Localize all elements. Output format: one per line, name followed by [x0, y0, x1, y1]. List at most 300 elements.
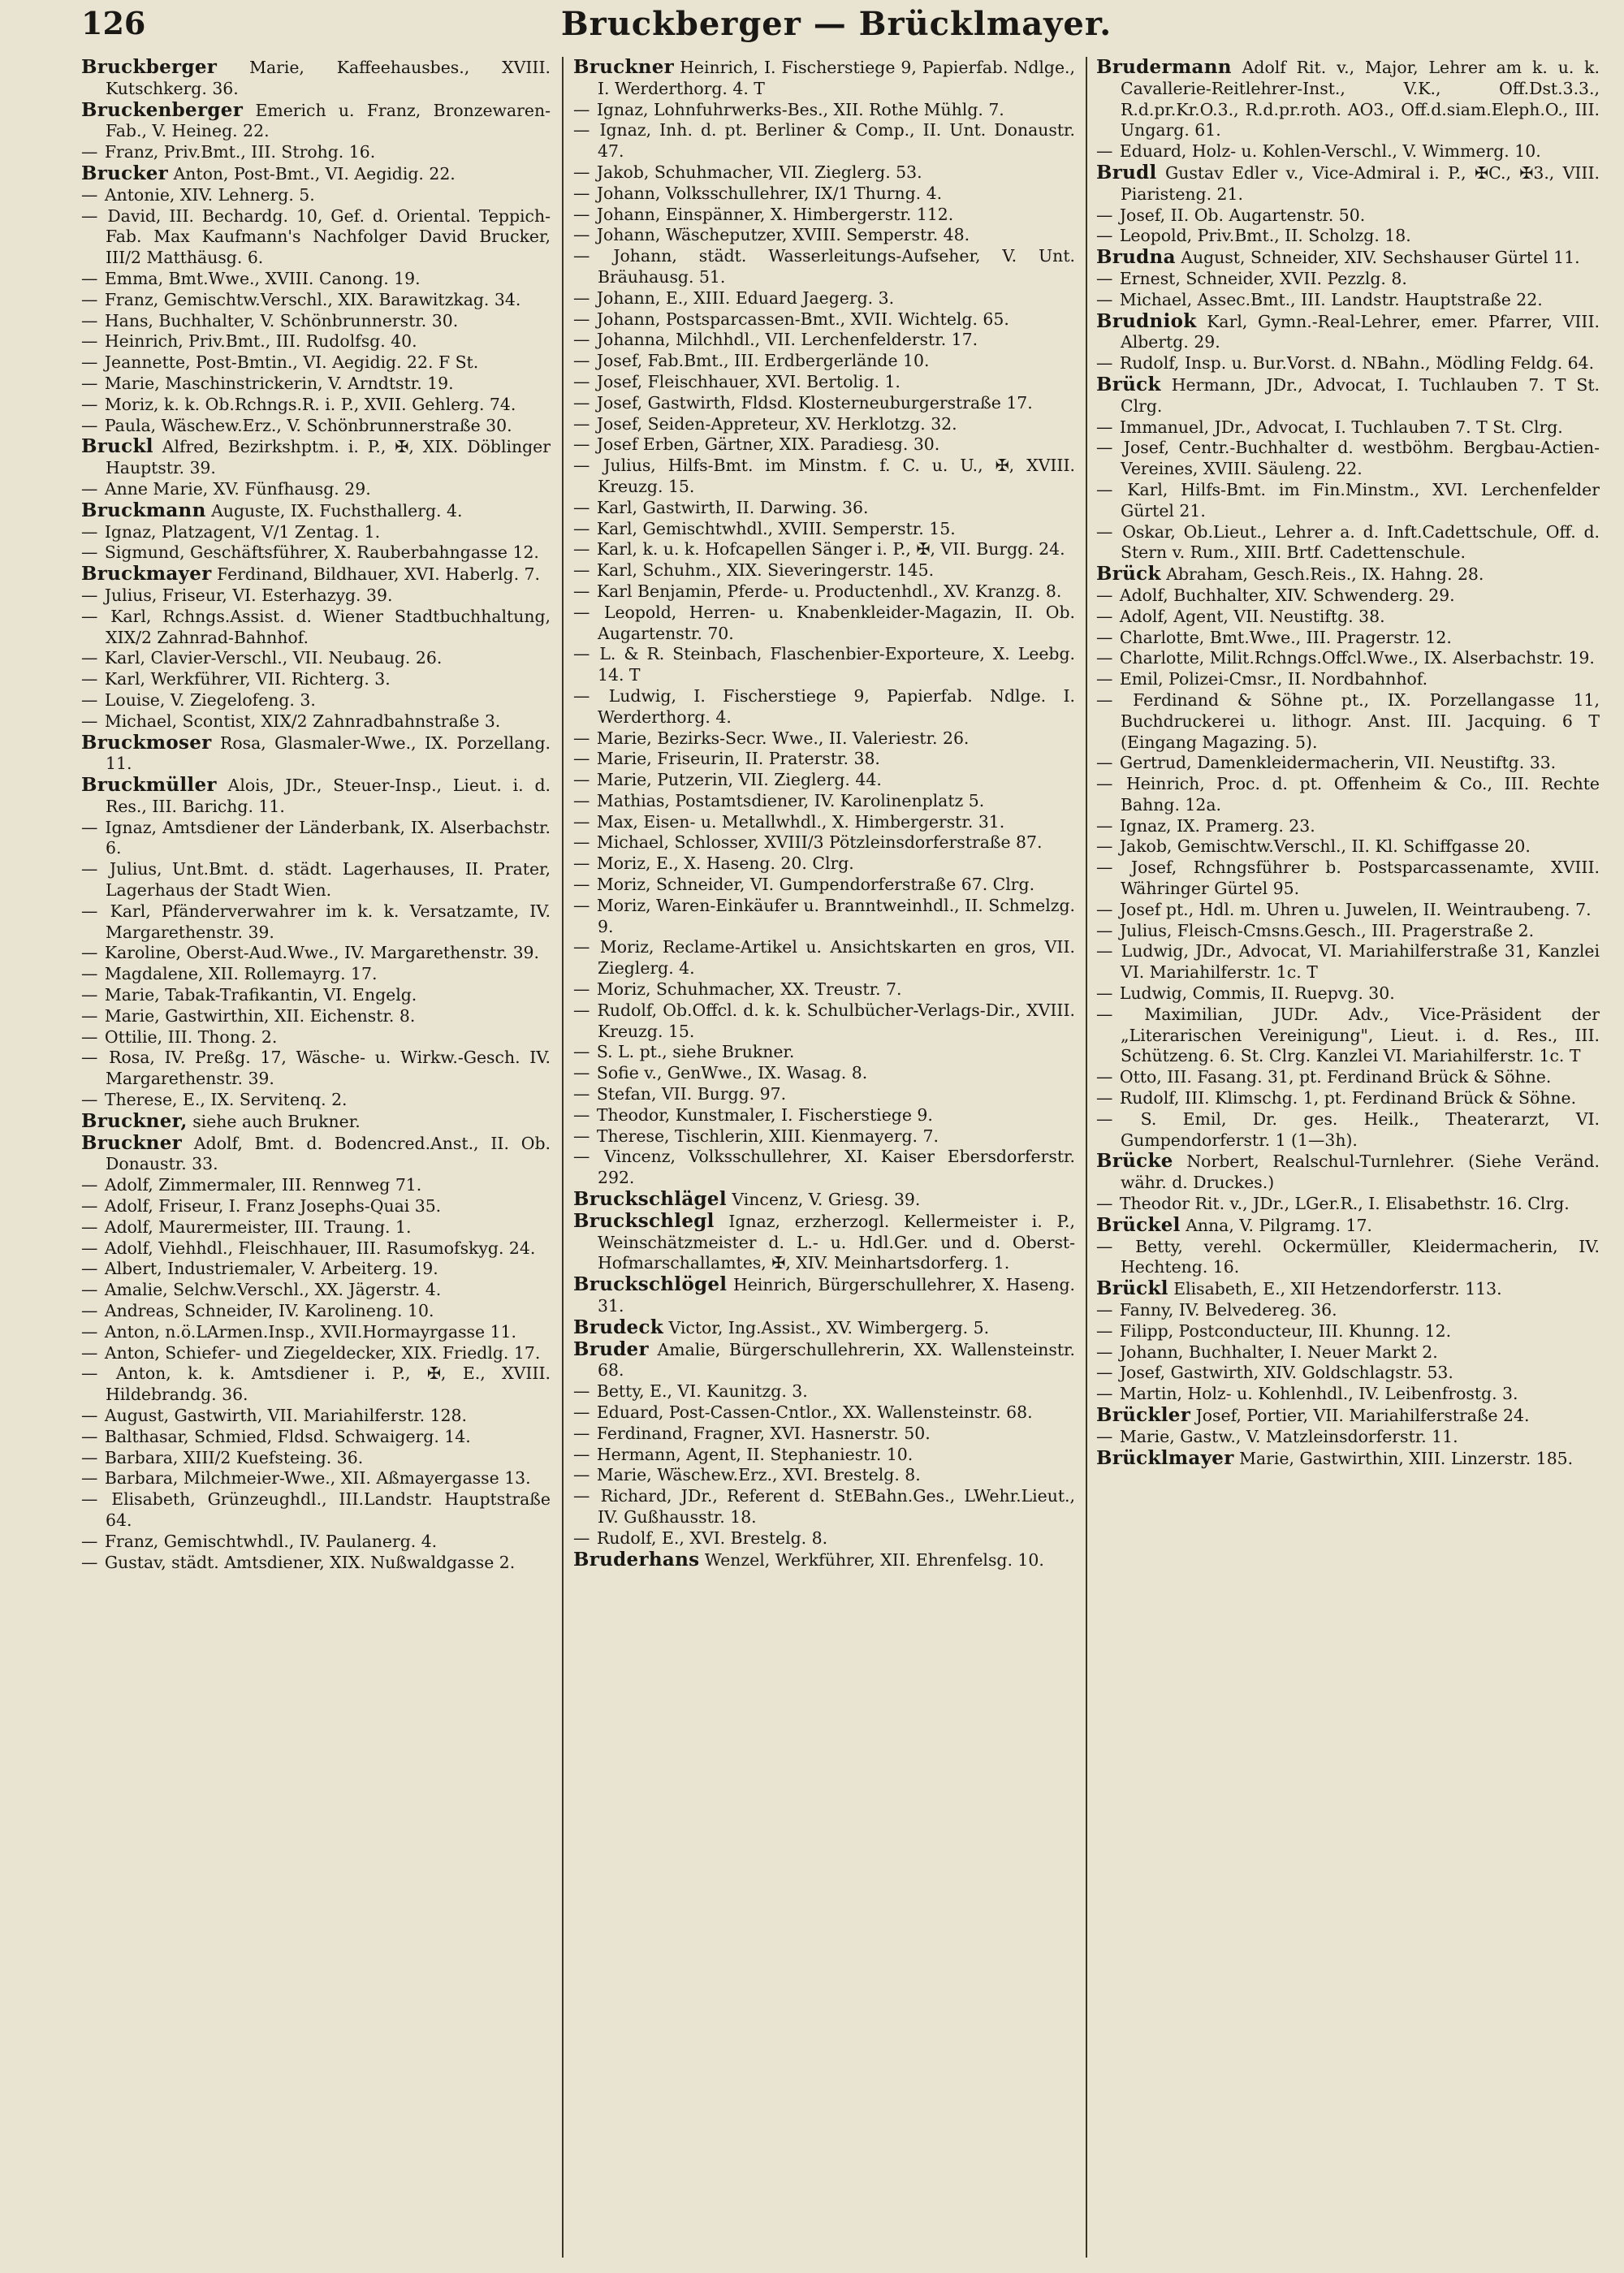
directory-entry: [81, 901, 551, 944]
directory-entry: [81, 352, 551, 374]
directory-entry: [81, 142, 551, 163]
ditto-dash: —: [573, 853, 590, 874]
entry-text: Therese, Tischlerin, XIII. Kienmayerg. 7.: [596, 1126, 939, 1146]
ditto-dash: —: [573, 413, 590, 434]
ditto-dash: —: [81, 394, 98, 414]
directory-entry: [1096, 586, 1600, 607]
ditto-dash: —: [573, 1000, 590, 1020]
ditto-dash: —: [81, 1280, 98, 1300]
ditto-dash: —: [81, 268, 98, 288]
directory-entry: [1096, 141, 1600, 162]
directory-entry: [81, 711, 551, 732]
ditto-dash: —: [81, 352, 98, 373]
ditto-dash: —: [81, 415, 98, 435]
ditto-dash: —: [81, 1026, 98, 1047]
entry-text: Gertrud, Damenkleidermacherin, VII. Neustiftg. 33.: [1119, 753, 1557, 773]
ditto-dash: —: [81, 478, 98, 499]
entry-text: Ferdinand & Söhne pt., IX. Porzellangasse 11, Buchdruckerei u. lithogr. Anst. III. Jacquing. 6 T (Eingang Magazing. 5).: [1121, 689, 1600, 752]
entry-text: Albert, Industriemaler, V. Arbeiterg. 19.: [104, 1259, 438, 1279]
surname: Brückl: [1096, 1277, 1168, 1300]
directory-entry: [573, 120, 1075, 162]
entry-text: Max, Eisen- u. Metallwhdl., X. Himbergerstr. 31.: [596, 811, 1005, 832]
directory-entry: [573, 1063, 1075, 1084]
entry-text: Theodor Rit. v., JDr., LGer.R., I. Elisabethstr. 16. Clrg.: [1119, 1194, 1570, 1214]
entry-text: Ludwig, I. Fischerstiege 9, Papierfab. Ndlge. I. Werderthorg. 4.: [598, 685, 1075, 727]
entry-text: Karl, Pfänderverwahrer im k. k. Versatzamte, IV. Margarethenstr. 39.: [106, 901, 551, 942]
entry-text: Sigmund, Geschäftsführer, X. Rauberbahngasse 12.: [104, 542, 539, 563]
directory-entry: [573, 1000, 1075, 1043]
directory-entry: [81, 542, 551, 564]
ditto-dash: —: [81, 1426, 98, 1446]
entry-text: Adolf, Agent, VII. Neustiftg. 38.: [1119, 606, 1385, 626]
entry-text: Rudolf, E., XVI. Brestelg. 8.: [596, 1528, 828, 1548]
entry-text: Heinrich, Bürgerschullehrer, X. Haseng. 31.: [598, 1275, 1075, 1316]
ditto-dash: —: [573, 225, 590, 245]
ditto-dash: —: [81, 310, 98, 331]
directory-entry: [573, 812, 1075, 833]
entry-text: Adolf, Viehhdl., Fleischhauer, III. Rasumofskyg. 24.: [104, 1238, 536, 1258]
entry-text: Franz, Gemischtw.Verschl., XIX. Barawitzkag. 34.: [104, 289, 521, 309]
ditto-dash: —: [81, 373, 98, 393]
ditto-dash: —: [1096, 753, 1113, 773]
entry-text: Marie, Kaffeehausbes., XVIII. Kutschkerg. 36.: [106, 58, 551, 98]
entry-text: Betty, E., VI. Kaunitzg. 3.: [596, 1381, 808, 1402]
page-title: Bruckberger — Brücklmayer.: [560, 5, 1112, 43]
entry-text: Oskar, Ob.Lieut., Lehrer a. d. Inft.Cadettschule, Off. d. Stern v. Rum., XIII. Brtf. Cadettenschule.: [1121, 521, 1600, 563]
entry-text: Moriz, k. k. Ob.Rchngs.R. i. P., XVII. Gehlerg. 74.: [104, 394, 516, 414]
directory-entry: [81, 1363, 551, 1406]
directory-entry: [573, 644, 1075, 686]
column-2: [573, 57, 1075, 2258]
entry-text: Marie, Maschinstrickerin, V. Arndtstr. 19.: [104, 373, 454, 393]
directory-entry: [573, 498, 1075, 519]
directory-entry: [573, 1528, 1075, 1549]
ditto-dash: —: [81, 1216, 98, 1237]
directory-entry: [81, 416, 551, 437]
entry-text: Johann, Buchhalter, I. Neuer Markt 2.: [1119, 1342, 1438, 1362]
entry-text: Julius, Fleisch-Cmsns.Gesch., III. Pragerstraße 2.: [1119, 920, 1535, 940]
entry-text: Johann, Einspänner, X. Himbergerstr. 112.: [596, 204, 954, 224]
surname: Brückel: [1096, 1213, 1181, 1236]
directory-entry: [81, 1468, 551, 1489]
entry-text: Julius, Hilfs-Bmt. im Minstm. f. C. u. U., ✠, XVIII. Kreuzg. 15.: [598, 456, 1075, 496]
directory-entry: [573, 1126, 1075, 1147]
entry-text: Marie, Gastwirthin, XII. Eichenstr. 8.: [104, 1005, 416, 1026]
entry-text: Emerich u. Franz, Bronzewaren-Fab., V. Heineg. 22.: [106, 100, 551, 141]
entry-text: Josef, Gastwirth, Fldsd. Klosterneuburgerstraße 17.: [596, 392, 1033, 413]
ditto-dash: —: [81, 1259, 98, 1279]
entry-text: Michael, Assec.Bmt., III. Landstr. Hauptstraße 22.: [1119, 289, 1543, 309]
directory-entry: [573, 351, 1075, 372]
ditto-dash: —: [573, 99, 590, 119]
surname: Brücke: [1096, 1150, 1173, 1173]
entry-text: Marie, Gastwirthin, XIII. Linzerstr. 185.: [1239, 1448, 1574, 1468]
ditto-dash: —: [1096, 606, 1113, 626]
directory-entry: [573, 728, 1075, 750]
directory-entry: [81, 479, 551, 500]
entry-text: Otto, III. Fasang. 31, pt. Ferdinand Brück & Söhne.: [1119, 1067, 1552, 1087]
entry-text: Anton, n.ö.LArmen.Insp., XVII.Hormayrgasse 11.: [104, 1321, 517, 1342]
entry-text: Victor, Ing.Assist., XV. Wimbergerg. 5.: [668, 1317, 990, 1337]
directory-entry: [81, 1427, 551, 1448]
directory-entry: [573, 1211, 1075, 1274]
directory-entry: [1096, 57, 1600, 141]
directory-entry: [81, 185, 551, 206]
entry-text: siehe auch Brukner.: [192, 1111, 361, 1131]
directory-entry: [81, 1406, 551, 1427]
entry-text: Elisabeth, E., XII Hetzendorferstr. 113.: [1173, 1279, 1502, 1299]
ditto-dash: —: [573, 832, 590, 853]
entry-text: Hans, Buchhalter, V. Schönbrunnerstr. 30.: [104, 310, 459, 331]
entry-text: Martin, Holz- u. Kohlenhdl., IV. Leibenfrostg. 3.: [1119, 1384, 1518, 1404]
directory-entry: [81, 859, 551, 901]
ditto-dash: —: [81, 1196, 98, 1216]
entry-text: Adolf, Zimmermaler, III. Rennweg 71.: [104, 1175, 422, 1195]
directory-entry: [81, 57, 551, 100]
ditto-dash: —: [81, 1321, 98, 1342]
directory-entry: [1096, 522, 1600, 564]
ditto-dash: —: [573, 434, 590, 455]
surname: Brucker: [81, 162, 169, 184]
entry-text: August, Gastwirth, VII. Mariahilferstr. 128.: [104, 1406, 467, 1425]
entry-text: Rosa, Glasmaler-Wwe., IX. Porzellang. 11.: [106, 732, 551, 774]
entry-text: Moriz, Schuhmacher, XX. Treustr. 7.: [596, 979, 902, 1000]
directory-entry: [81, 1133, 551, 1176]
directory-entry: [1096, 648, 1600, 669]
entry-text: Karl, Hilfs-Bmt. im Fin.Minstm., XVI. Lerchenfelder Gürtel 21.: [1121, 479, 1600, 521]
directory-entry: [573, 1402, 1075, 1424]
ditto-dash: —: [81, 817, 98, 837]
directory-entry: [81, 331, 551, 352]
entry-text: Emil, Polizei-Cmsr., II. Nordbahnhof.: [1119, 669, 1428, 689]
ditto-dash: —: [573, 1104, 590, 1125]
ditto-dash: —: [573, 1084, 590, 1104]
entry-text: L. & R. Steinbach, Flaschenbier-Exporteure, X. Leebg. 14. T: [598, 644, 1075, 685]
ditto-dash: —: [573, 644, 590, 664]
directory-entry: [1096, 607, 1600, 628]
directory-entry: [573, 393, 1075, 414]
column-3: [1096, 57, 1600, 2258]
ditto-dash: —: [573, 287, 590, 308]
entry-text: Franz, Gemischtwhdl., IV. Paulanerg. 4.: [104, 1531, 438, 1551]
directory-entry: [1096, 1151, 1600, 1194]
entry-text: Josef, Fab.Bmt., III. Erdbergerlände 10.: [596, 351, 930, 371]
ditto-dash: —: [1096, 585, 1113, 605]
directory-entry: [1096, 836, 1600, 858]
entry-text: Barbara, Milchmeier-Wwe., XII. Aßmayergasse 13.: [104, 1468, 531, 1489]
surname: Bruckschlegl: [573, 1209, 715, 1232]
directory-entry: [81, 1553, 551, 1574]
ditto-dash: —: [81, 859, 98, 879]
entry-text: Leopold, Priv.Bmt., II. Scholzg. 18.: [1119, 226, 1411, 246]
directory-entry: [573, 1549, 1075, 1571]
entry-text: Karl, Gastwirth, II. Darwing. 36.: [596, 497, 869, 517]
directory-entry: [1096, 205, 1600, 227]
directory-entry: [1096, 290, 1600, 311]
directory-entry: [81, 1048, 551, 1090]
ditto-dash: —: [1096, 899, 1113, 919]
ditto-dash: —: [573, 392, 590, 413]
ditto-dash: —: [1096, 1300, 1113, 1320]
ditto-dash: —: [81, 711, 98, 731]
entry-text: Charlotte, Milit.Rchngs.Offcl.Wwe., IX. Alserbachstr. 19.: [1119, 648, 1595, 668]
entry-text: Marie, Tabak-Trafikantin, VI. Engelg.: [104, 985, 417, 1005]
ditto-dash: —: [1096, 205, 1113, 225]
entry-text: S. Emil, Dr. ges. Heilk., Theaterarzt, VI. Gumpendorferstr. 1 (1—3h).: [1121, 1108, 1600, 1150]
entry-text: Ottilie, III. Thong. 2.: [104, 1026, 278, 1047]
ditto-dash: —: [81, 1238, 98, 1258]
directory-entry: [573, 414, 1075, 435]
ditto-dash: —: [573, 204, 590, 224]
ditto-dash: —: [1096, 1320, 1113, 1341]
ditto-dash: —: [573, 770, 590, 790]
surname: Bruckmüller: [81, 774, 217, 797]
directory-entry: [1096, 900, 1600, 921]
directory-entry: [1096, 1194, 1600, 1215]
entry-text: Barbara, XIII/2 Kuefsteing. 36.: [104, 1447, 364, 1467]
ditto-dash: —: [81, 1090, 98, 1110]
ditto-dash: —: [1096, 627, 1113, 647]
entry-text: Johann, städt. Wasserleitungs-Aufseher, V. Unt. Bräuhausg. 51.: [598, 246, 1075, 287]
ditto-dash: —: [1096, 1363, 1113, 1383]
entry-text: Louise, V. Ziegelofeng. 3.: [104, 689, 316, 710]
directory-entry: [573, 1445, 1075, 1466]
ditto-dash: —: [81, 1531, 98, 1551]
entry-text: David, III. Bechardg. 10, Gef. d. Oriental. Teppich-Fab. Max Kaufmann's Nachfolger David Brucker, III/2 Matthäusg. 6.: [106, 205, 551, 268]
column-divider: [1086, 57, 1087, 2258]
entry-text: Adolf, Friseur, I. Franz Josephs-Quai 35.: [104, 1196, 442, 1216]
surname: Brücklmayer: [1096, 1446, 1234, 1469]
ditto-dash: —: [81, 1468, 98, 1489]
directory-entry: [573, 937, 1075, 979]
ditto-dash: —: [81, 1363, 98, 1384]
entry-text: Ignaz, IX. Pramerg. 23.: [1119, 815, 1315, 836]
directory-entry: [1096, 690, 1600, 753]
entry-text: Fanny, IV. Belvedereg. 36.: [1119, 1300, 1337, 1320]
entry-text: Ignaz, Lohnfuhrwerks-Bes., XII. Rothe Mühlg. 7.: [596, 99, 1004, 119]
ditto-dash: —: [573, 875, 590, 895]
entry-text: Anton, Schiefer- und Ziegeldecker, XIX. Friedlg. 17.: [104, 1342, 541, 1363]
entry-text: Hermann, Agent, II. Stephaniestr. 10.: [596, 1444, 914, 1464]
ditto-dash: —: [1096, 268, 1113, 288]
entry-text: Julius, Friseur, VI. Esterhazyg. 39.: [104, 585, 393, 605]
ditto-dash: —: [1096, 226, 1113, 246]
ditto-dash: —: [1096, 1426, 1113, 1446]
entry-text: Franz, Priv.Bmt., III. Strohg. 16.: [104, 142, 376, 162]
ditto-dash: —: [1096, 1088, 1113, 1108]
ditto-dash: —: [81, 521, 98, 542]
entry-text: Karl, Rchngs.Assist. d. Wiener Stadtbuchhaltung, XIX/2 Zahnrad-Bahnhof.: [106, 606, 551, 647]
directory-entry: [573, 372, 1075, 393]
ditto-dash: —: [573, 602, 590, 622]
directory-entry: [573, 1274, 1075, 1317]
ditto-dash: —: [1096, 774, 1113, 794]
ditto-dash: —: [573, 790, 590, 810]
entry-text: Immanuel, JDr., Advocat, I. Tuchlauben 7. T St. Clrg.: [1119, 417, 1563, 437]
ditto-dash: —: [81, 331, 98, 352]
ditto-dash: —: [573, 518, 590, 538]
entry-text: Marie, Bezirks-Secr. Wwe., II. Valeriestr. 26.: [596, 728, 970, 748]
directory-entry: [573, 581, 1075, 603]
entry-text: Josef, Gastwirth, XIV. Goldschlagstr. 53.: [1119, 1363, 1453, 1383]
directory-entry: [573, 205, 1075, 226]
directory-entry: [81, 163, 551, 185]
surname: Brudermann: [1096, 57, 1232, 78]
directory-entry: [573, 853, 1075, 875]
surname: Brudeck: [573, 1316, 664, 1338]
column-1: [81, 57, 551, 2258]
entry-text: Moriz, Reclame-Artikel u. Ansichtskarten en gros, VII. Zieglerg. 4.: [598, 937, 1075, 979]
ditto-dash: —: [573, 979, 590, 1000]
directory-entry: [1096, 226, 1600, 247]
ditto-dash: —: [81, 142, 98, 162]
ditto-dash: —: [1096, 983, 1113, 1004]
directory-entry: [1096, 1278, 1600, 1300]
entry-text: Magdalene, XII. Rollemayrg. 17.: [104, 964, 378, 984]
entry-text: Moriz, E., X. Haseng. 20. Clrg.: [596, 853, 854, 874]
entry-text: Eduard, Holz- u. Kohlen-Verschl., V. Wimmerg. 10.: [1119, 141, 1541, 162]
directory-entry: [573, 1084, 1075, 1105]
surname: Bruderhans: [573, 1548, 700, 1571]
directory-entry: [1096, 247, 1600, 269]
entry-text: Emma, Bmt.Wwe., XVIII. Canong. 19.: [104, 268, 421, 288]
directory-entry: [573, 519, 1075, 540]
ditto-dash: —: [1096, 417, 1113, 437]
directory-entry: [1096, 628, 1600, 649]
directory-entry: [573, 1339, 1075, 1382]
entry-text: Rudolf, Insp. u. Bur.Vorst. d. NBahn., Mödling Feldg. 64.: [1119, 353, 1595, 374]
directory-entry: [81, 436, 551, 479]
entry-text: Michael, Scontist, XIX/2 Zahnradbahnstraße 3.: [104, 711, 501, 731]
directory-entry: [573, 749, 1075, 770]
entry-text: Ignaz, Inh. d. pt. Berliner & Comp., II. Unt. Donaustr. 47.: [598, 120, 1075, 162]
entry-text: Ludwig, Commis, II. Ruepvg. 30.: [1119, 983, 1395, 1004]
ditto-dash: —: [573, 309, 590, 329]
directory-entry: [573, 100, 1075, 121]
ditto-dash: —: [81, 964, 98, 984]
directory-entry: [573, 434, 1075, 456]
entry-text: Josef, II. Ob. Augartenstr. 50.: [1119, 205, 1366, 225]
ditto-dash: —: [1096, 141, 1113, 162]
directory-entry: [81, 985, 551, 1006]
ditto-dash: —: [573, 728, 590, 748]
entry-text: Charlotte, Bmt.Wwe., III. Pragerstr. 12.: [1119, 627, 1452, 647]
ditto-dash: —: [573, 497, 590, 517]
directory-entry: [573, 875, 1075, 896]
directory-entry: [81, 1301, 551, 1322]
directory-entry: [573, 1317, 1075, 1339]
ditto-dash: —: [81, 1301, 98, 1321]
surname: Bruckner: [573, 57, 675, 78]
directory-entry: [81, 269, 551, 290]
directory-entry: [573, 791, 1075, 812]
ditto-dash: —: [573, 1042, 590, 1062]
entry-text: Maximilian, JUDr. Adv., Vice-Präsident der „Literarischen Vereinigung", Lieut. i. d. Res., III. Schützeng. 6. St. Clrg. Kanzlei VI. Mariahilferstr. 1c. T: [1121, 1004, 1600, 1066]
entry-text: Norbert, Realschul-Turnlehrer. (Siehe Veränd. währ. d. Druckes.): [1121, 1152, 1600, 1193]
directory-entry: [81, 1217, 551, 1238]
entry-text: Adolf, Maurermeister, III. Traung. 1.: [104, 1216, 412, 1237]
ditto-dash: —: [1096, 1067, 1113, 1087]
directory-entry: [81, 818, 551, 860]
entry-text: Karoline, Oberst-Aud.Wwe., IV. Margarethenstr. 39.: [104, 943, 540, 963]
directory-entry: [81, 1006, 551, 1027]
ditto-dash: —: [573, 811, 590, 832]
ditto-dash: —: [573, 1423, 590, 1443]
entry-text: Anne Marie, XV. Fünfhausg. 29.: [104, 478, 371, 499]
entry-text: Gustav Edler v., Vice-Admiral i. P., ✠C., ✠3., VIII. Piaristeng. 21.: [1121, 162, 1600, 204]
directory-entry: [1096, 1300, 1600, 1321]
directory-entry: [1096, 353, 1600, 374]
directory-entry: [1096, 1405, 1600, 1427]
entry-text: Josef pt., Hdl. m. Uhren u. Juwelen, II. Weintraubeng. 7.: [1119, 899, 1592, 919]
ditto-dash: —: [1096, 1004, 1113, 1024]
directory-entry: [573, 832, 1075, 853]
entry-text: Elisabeth, Grünzeughdl., III.Landstr. Hauptstraße 64.: [106, 1489, 551, 1530]
entry-text: Sofie v., GenWwe., IX. Wasag. 8.: [596, 1063, 868, 1083]
entry-text: Anna, V. Pilgramg. 17.: [1186, 1215, 1372, 1235]
directory-entry: [1096, 1067, 1600, 1088]
ditto-dash: —: [81, 1406, 98, 1425]
directory-entry: [1096, 438, 1600, 480]
directory-entry: [1096, 162, 1600, 205]
entry-text: Gustav, städt. Amtsdiener, XIX. Nußwaldgasse 2.: [104, 1552, 516, 1572]
ditto-dash: —: [81, 1342, 98, 1363]
entry-text: Heinrich, I. Fischerstiege 9, Papierfab. Ndlge., I. Werderthorg. 4. T: [598, 58, 1075, 98]
entry-text: Karl, Gemischtwhdl., XVIII. Semperstr. 15.: [596, 518, 956, 538]
entry-text: Ludwig, JDr., Advocat, VI. Mariahilferstraße 31, Kanzlei VI. Mariahilferstr. 1c. T: [1121, 941, 1600, 983]
entry-text: Josef, Fleischhauer, XVI. Bertolig. 1.: [596, 371, 901, 391]
entry-text: Andreas, Schneider, IV. Karolineng. 10.: [104, 1301, 434, 1321]
entry-text: S. L. pt., siehe Brukner.: [596, 1042, 795, 1062]
directory-entry: [81, 564, 551, 586]
entry-text: Johann, Postsparcassen-Bmt., XVII. Wichtelg. 65.: [596, 309, 1009, 329]
directory-entry: [573, 686, 1075, 728]
directory-entry: [1096, 564, 1600, 586]
directory-entry: [1096, 858, 1600, 900]
ditto-dash: —: [81, 1005, 98, 1026]
ditto-dash: —: [573, 1381, 590, 1402]
entry-text: Karl, Clavier-Verschl., VII. Neubaug. 26.: [104, 648, 443, 668]
entry-text: Karl, Werkführer, VII. Richterg. 3.: [104, 669, 391, 689]
ditto-dash: —: [81, 669, 98, 689]
directory-entry: [573, 309, 1075, 331]
ditto-dash: —: [1096, 353, 1113, 374]
ditto-dash: —: [1096, 521, 1113, 542]
directory-entry: [1096, 669, 1600, 690]
surname: Brudniok: [1096, 309, 1197, 332]
surname: Brückler: [1096, 1404, 1191, 1426]
directory-entry: [1096, 1215, 1600, 1237]
entry-text: Adolf, Buchhalter, XIV. Schwenderg. 29.: [1119, 585, 1455, 605]
directory-entry: [81, 500, 551, 522]
ditto-dash: —: [1096, 1384, 1113, 1404]
ditto-dash: —: [573, 351, 590, 371]
entry-text: Josef Erben, Gärtner, XIX. Paradiesg. 30.: [596, 434, 940, 455]
entry-text: Richard, JDr., Referent d. StEBahn.Ges., LWehr.Lieut., IV. Gußhausstr. 18.: [598, 1486, 1075, 1527]
entry-text: Hermann, JDr., Advocat, I. Tuchlauben 7. T St. Clrg.: [1121, 374, 1600, 416]
ditto-dash: —: [573, 330, 590, 350]
directory-entry: [1096, 816, 1600, 837]
directory-entry: [573, 330, 1075, 351]
column-divider: [562, 57, 564, 2258]
ditto-dash: —: [81, 1447, 98, 1467]
directory-entry: [81, 1343, 551, 1364]
ditto-dash: —: [573, 1063, 590, 1083]
page-header: [81, 5, 1592, 52]
directory-entry: [573, 1189, 1075, 1211]
entry-text: Filipp, Postconducteur, III. Khunng. 12.: [1119, 1320, 1452, 1341]
directory-entry: [573, 57, 1075, 100]
